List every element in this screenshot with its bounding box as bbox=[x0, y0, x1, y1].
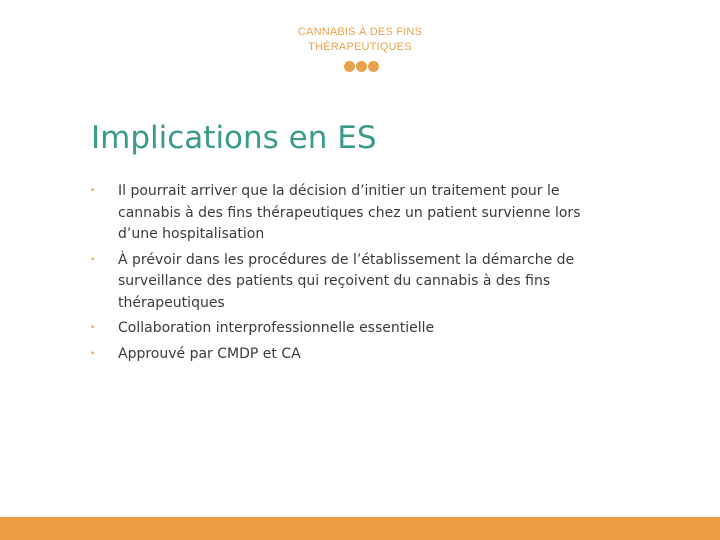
dot-icon bbox=[344, 61, 355, 72]
bullet-marker: • bbox=[90, 348, 96, 359]
bullet-marker: • bbox=[90, 323, 96, 333]
bullet-text: Approuvé par CMDP et CA bbox=[118, 345, 301, 362]
list-item bbox=[90, 250, 610, 315]
bullet-marker: • bbox=[90, 254, 96, 265]
dot-icon bbox=[368, 61, 379, 72]
dot-icon bbox=[356, 61, 367, 72]
bullet-text: Il pourrait arriver que la décision d’initier un traitement pour le cannabis à des fins thérapeutiques chez un patient survienne lors d’une hospitalisation bbox=[118, 183, 581, 242]
bullet-text: À prévoir dans les procédures de l’établissement la démarche de surveillance des patients qui reçoivent du cannabis à des fins thérapeutiques bbox=[118, 251, 575, 311]
header-dots-icon bbox=[344, 61, 379, 72]
list-item bbox=[90, 181, 610, 246]
list-item bbox=[90, 318, 610, 340]
bullet-text: Collaboration interprofessionnelle essentielle bbox=[118, 320, 435, 336]
header-line-1: CANNABIS À DES FINS bbox=[297, 26, 423, 38]
bullet-marker: • bbox=[90, 186, 96, 196]
bullet-list bbox=[90, 181, 610, 369]
header-line-2: THÉRAPEUTIQUES bbox=[308, 41, 412, 53]
slide-title: Implications en ES bbox=[91, 120, 377, 156]
slide-header bbox=[0, 25, 720, 55]
list-item bbox=[90, 344, 610, 366]
footer-bar bbox=[0, 517, 720, 540]
